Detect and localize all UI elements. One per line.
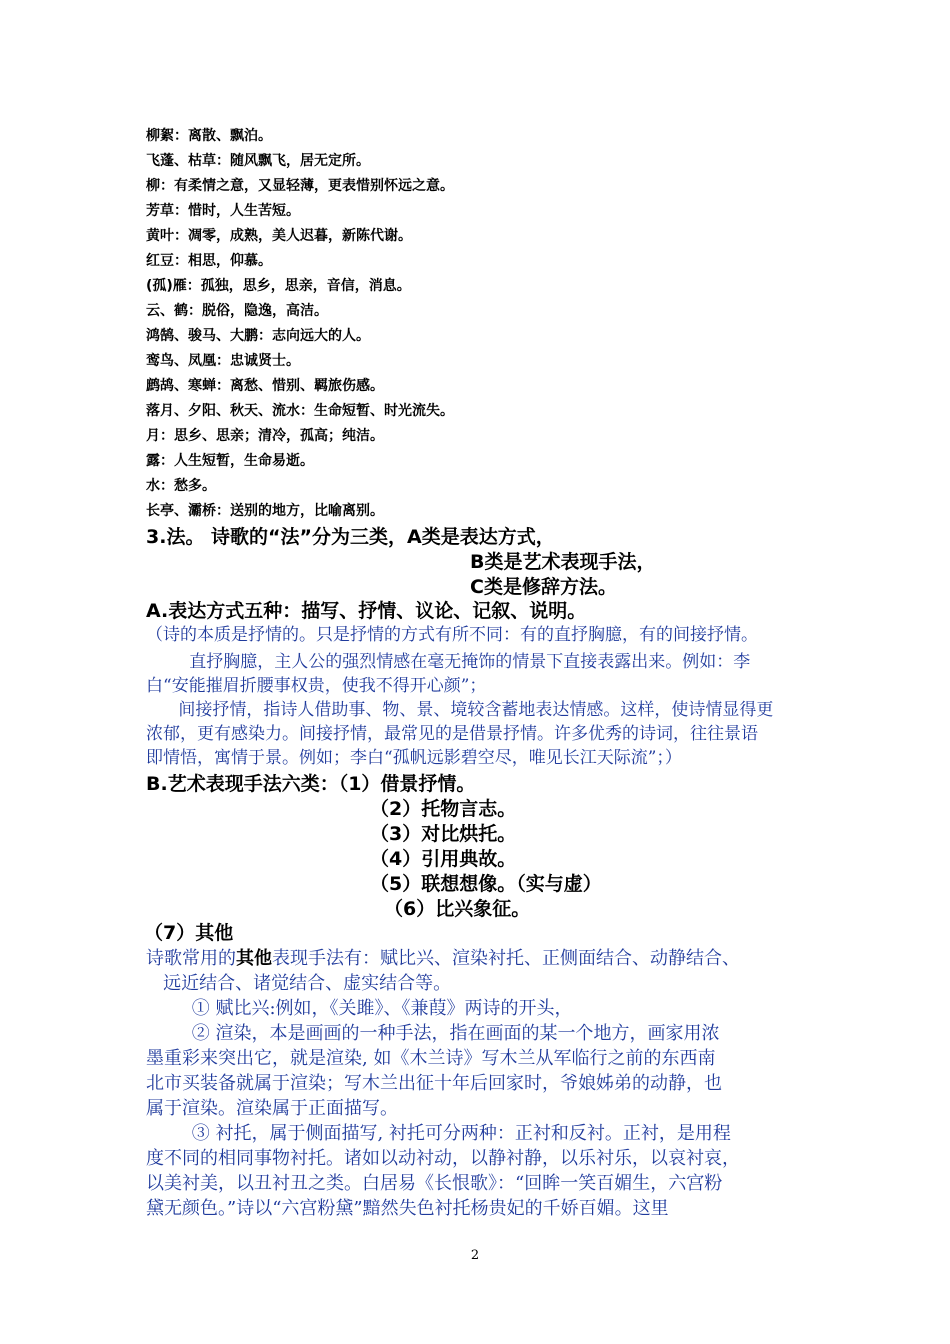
imagery-item: 水：愁多。 <box>146 478 216 494</box>
section-a-text: 间接抒情，指诗人借助事、物、景、境较含蓄地表达情感。这样，使诗情显得更 <box>146 700 774 720</box>
imagery-item: 云、鹤：脱俗，隐逸，高洁。 <box>146 303 328 319</box>
technique-item: （5）联想想像。（实与虚） <box>370 873 602 895</box>
imagery-item: 飞蓬、枯草：随风飘飞，居无定所。 <box>146 153 370 169</box>
technique-item: （6）比兴象征。 <box>384 898 531 920</box>
imagery-item: 长亭、灞桥：送别的地方，比喻离别。 <box>146 503 384 519</box>
fa-category-c: C类是修辞方法。 <box>470 576 617 598</box>
other-text: 表现手法有：赋比兴、渲染衬托、正侧面结合、动静结合、 <box>272 948 740 969</box>
other-text: ③ 衬托，属于侧面描写, 衬托可分两种：正衬和反衬。正衬，是用程 <box>146 1123 731 1144</box>
section-a-text: 即情悟，寓情于景。例如；李白“孤帆远影碧空尽，唯见长江天际流”；） <box>146 748 682 768</box>
other-text: ① 赋比兴:例如，《关雎》、《兼葭》两诗的开头， <box>146 998 573 1019</box>
section-a-heading: A.表达方式五种：描写、抒情、议论、记叙、说明。 <box>146 600 587 622</box>
other-text: 墨重彩来突出它，就是渲染, 如《木兰诗》写木兰从军临行之前的东西南 <box>146 1048 716 1069</box>
imagery-item: (孤)雁：孤独，思乡，思亲，音信，消息。 <box>146 278 411 294</box>
imagery-item: 红豆：相思，仰慕。 <box>146 253 272 269</box>
section-a-text: 浓郁，更有感染力。间接抒情，最常见的是借景抒情。许多优秀的诗词，往往景语 <box>146 724 758 744</box>
imagery-item: 柳絮：离散、飘泊。 <box>146 128 272 144</box>
other-text: 黛无颜色。”诗以“六宫粉黛”黯然失色衬托杨贵妃的千娇百媚。这里 <box>146 1198 669 1219</box>
imagery-item: 鸿鹄、骏马、大鹏：志向远大的人。 <box>146 328 370 344</box>
imagery-item: 鹧鸪、寒蝉：离愁、惜别、羁旅伤感。 <box>146 378 384 394</box>
fa-category-b: B类是艺术表现手法， <box>470 551 656 573</box>
imagery-item: 柳：有柔情之意，又显轻薄，更表惜别怀远之意。 <box>146 178 454 194</box>
other-text: 以美衬美，以丑衬丑之类。白居易《长恨歌》：“回眸一笑百媚生，六宫粉 <box>146 1173 723 1194</box>
technique-item: （7）其他 <box>144 922 234 944</box>
fa-heading: 3.法。 诗歌的“法”分为三类，A类是表达方式， <box>146 526 555 548</box>
other-techniques-intro <box>146 946 740 971</box>
other-text: 诗歌常用的 <box>146 948 236 969</box>
imagery-item: 黄叶：凋零，成熟，美人迟暮，新陈代谢。 <box>146 228 412 244</box>
other-keyword: 其他 <box>236 948 272 969</box>
other-text: 属于渲染。渲染属于正面描写。 <box>146 1098 398 1119</box>
imagery-item: 鸾鸟、凤凰：忠诚贤士。 <box>146 353 300 369</box>
imagery-item: 落月、夕阳、秋天、流水：生命短暂、时光流失。 <box>146 403 454 419</box>
imagery-item: 露：人生短暂，生命易逝。 <box>146 453 314 469</box>
technique-item: （3）对比烘托。 <box>370 823 517 845</box>
imagery-item: 芳草：惜时，人生苦短。 <box>146 203 300 219</box>
other-text: ② 渲染，本是画画的一种手法，指在画面的某一个地方，画家用浓 <box>146 1023 720 1044</box>
section-a-text: 白“安能摧眉折腰事权贵，使我不得开心颜”； <box>146 676 487 696</box>
section-a-text: 直抒胸臆，主人公的强烈情感在毫无掩饰的情景下直接表露出来。例如：李 <box>146 652 751 672</box>
other-text: 度不同的相同事物衬托。诸如以动衬动，以静衬静，以乐衬乐，以哀衬哀， <box>146 1148 740 1169</box>
technique-item: （4）引用典故。 <box>370 848 517 870</box>
page-number: 2 <box>470 1248 480 1263</box>
other-text: 北市买装备就属于渲染；写木兰出征十年后回家时，爷娘姊弟的动静，也 <box>146 1073 722 1094</box>
section-b-heading: B.艺术表现手法六类：（1）借景抒情。 <box>146 773 476 795</box>
imagery-item: 月：思乡、思亲；清冷，孤高；纯洁。 <box>146 428 384 444</box>
section-a-text: （诗的本质是抒情的。只是抒情的方式有所不同：有的直抒胸臆，有的间接抒情。 <box>146 625 758 645</box>
technique-item: （2）托物言志。 <box>370 798 517 820</box>
other-text: 远近结合、诸觉结合、虚实结合等。 <box>146 973 452 994</box>
